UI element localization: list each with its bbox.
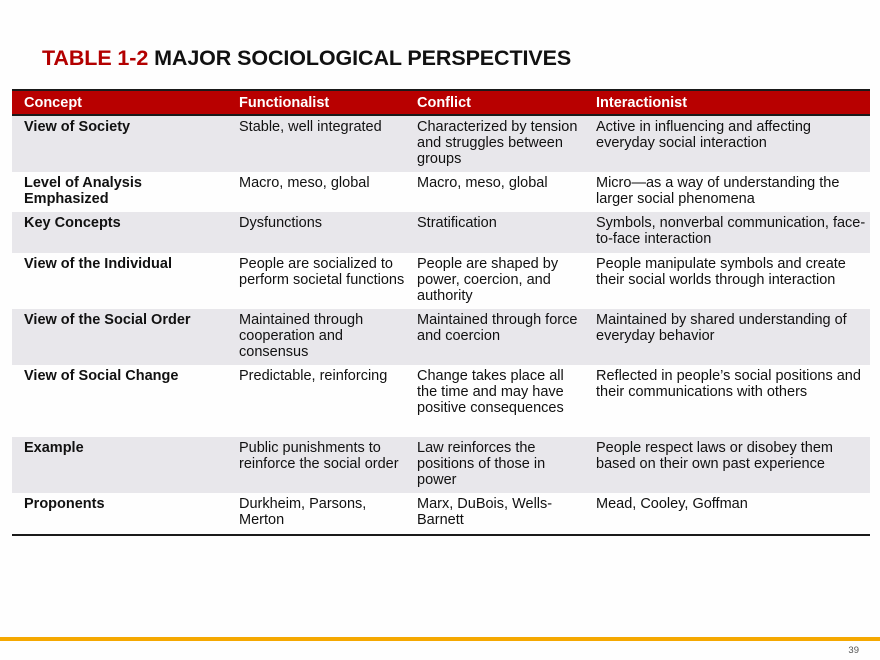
table-row	[12, 253, 870, 309]
cell-conflict: Law reinforces the positions of those in power	[417, 440, 546, 488]
cell-concept: Level of Analysis Emphasized	[24, 175, 142, 207]
page-number: 39	[848, 645, 859, 656]
table-bottom-rule	[12, 534, 870, 536]
table-row	[12, 172, 870, 212]
cell-concept: View of the Individual	[24, 256, 172, 272]
cell-functionalist: Durkheim, Parsons, Merton	[239, 496, 367, 528]
cell-functionalist: Stable, well integrated	[239, 119, 382, 135]
cell-conflict: Stratification	[417, 215, 497, 231]
table-row	[12, 493, 870, 533]
table-row	[12, 437, 870, 493]
footer-accent-bar	[0, 637, 880, 641]
cell-conflict: People are shaped by power, coercion, and authority	[417, 256, 559, 304]
cell-interactionist: Mead, Cooley, Goffman	[596, 496, 748, 512]
cell-interactionist: Active in influencing and affecting everyday social interaction	[596, 119, 811, 151]
table-row	[12, 309, 870, 365]
header-conflict: Conflict	[417, 94, 471, 111]
slide-title	[42, 46, 571, 71]
cell-interactionist: Symbols, nonverbal communication, face-to-face interaction	[596, 215, 866, 247]
cell-interactionist: Micro—as a way of understanding the larger social phenomena	[596, 175, 840, 207]
cell-concept: Example	[24, 440, 84, 456]
cell-interactionist: Reflected in people’s social positions and their communications with others	[596, 368, 861, 400]
cell-interactionist: People manipulate symbols and create their social worlds through interaction	[596, 256, 846, 288]
perspectives-table	[12, 89, 870, 533]
cell-functionalist: Dysfunctions	[239, 215, 323, 231]
header-functionalist: Functionalist	[239, 94, 330, 111]
cell-conflict: Marx, DuBois, Wells-Barnett	[417, 496, 553, 528]
cell-interactionist: Maintained by shared understanding of everyday behavior	[596, 312, 847, 344]
cell-concept: View of Society	[24, 119, 131, 135]
cell-functionalist: Public punishments to reinforce the social order	[239, 440, 399, 472]
table-body	[12, 116, 870, 533]
table-number: TABLE 1-2	[42, 46, 149, 70]
table-row	[12, 212, 870, 253]
header-interactionist: Interactionist	[596, 94, 688, 111]
cell-functionalist: Macro, meso, global	[239, 175, 370, 191]
table-header-row	[12, 89, 870, 116]
cell-concept: Proponents	[24, 496, 105, 512]
cell-concept: View of Social Change	[24, 368, 179, 384]
header-concept: Concept	[24, 94, 82, 111]
table-row	[12, 365, 870, 437]
table-title-text: MAJOR SOCIOLOGICAL PERSPECTIVES	[154, 46, 572, 70]
cell-conflict: Change takes place all the time and may have positive consequences	[417, 368, 564, 416]
table-row	[12, 116, 870, 172]
cell-functionalist: Predictable, reinforcing	[239, 368, 388, 384]
cell-interactionist: People respect laws or disobey them based on their own past experience	[596, 440, 833, 472]
cell-functionalist: Maintained through cooperation and consensus	[239, 312, 364, 360]
cell-functionalist: People are socialized to perform societal functions	[239, 256, 405, 288]
cell-conflict: Maintained through force and coercion	[417, 312, 578, 344]
cell-concept: View of the Social Order	[24, 312, 191, 328]
cell-concept: Key Concepts	[24, 215, 121, 231]
cell-conflict: Macro, meso, global	[417, 175, 548, 191]
cell-conflict: Characterized by tension and struggles between groups	[417, 119, 578, 167]
